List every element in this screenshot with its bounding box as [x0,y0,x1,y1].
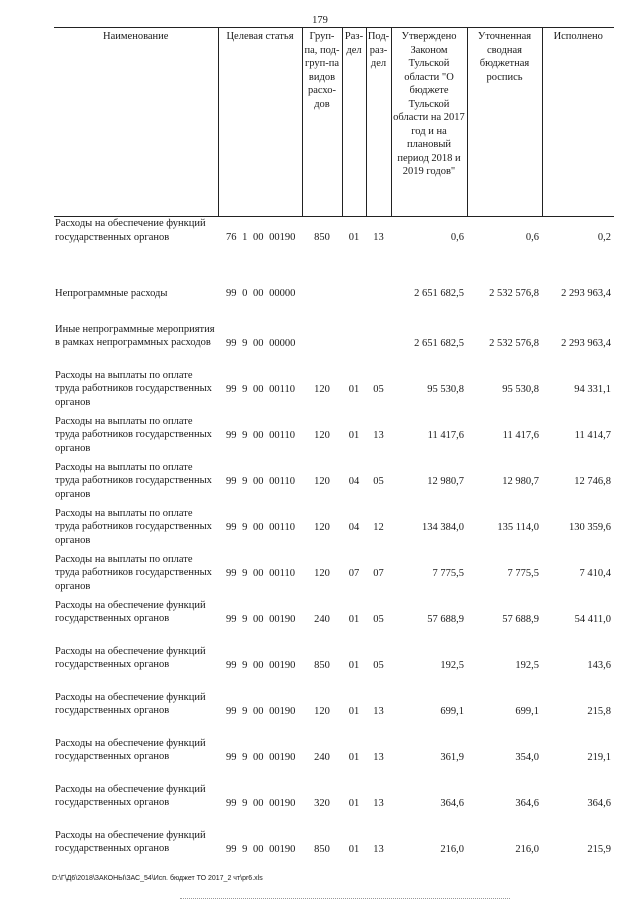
row-subsection: 05 [373,613,384,625]
row-approved: 2 651 682,5 [414,287,464,299]
row-subsection: 13 [373,429,384,441]
table-row [54,645,614,691]
row-group [302,323,342,369]
row-group: 120 [314,429,330,441]
row-code: 99 9 00 00000 [226,337,296,349]
header-section: Раз-дел [342,28,366,217]
row-approved: 11 417,6 [427,429,464,441]
row-approved: 192,5 [440,659,464,671]
table-row [54,691,614,737]
row-name: Расходы на выплаты по оплате труда работников государственных органов [55,461,212,500]
table-spacer [54,263,614,287]
row-name: Расходы на выплаты по оплате труда работников государственных органов [55,507,212,546]
table-spacer [54,313,614,323]
table-header-row [54,28,614,217]
row-name: Расходы на выплаты по оплате труда работников государственных органов [55,415,212,454]
row-code: 99 9 00 00110 [226,521,295,533]
row-name: Расходы на обеспечение функций государственных органов [55,645,206,670]
row-executed: 7 410,4 [579,567,611,579]
row-section: 01 [348,659,360,671]
row-approved: 361,9 [440,751,464,763]
row-group: 850 [314,843,330,855]
row-name: Иные непрограммные мероприятия в рамках непрограммных расходов [55,323,215,348]
table-row [54,369,614,415]
row-refined: 57 688,9 [502,613,539,625]
row-code: 99 9 00 00110 [226,567,295,579]
header-approved: Утверждено Законом Тульской области "О бюджете Тульской области на 2017 год и на плановый период 2018 и 2019 годов" [391,28,467,217]
row-code: 99 9 00 00190 [226,751,296,763]
row-section: 01 [348,429,360,441]
row-section: 01 [348,383,360,395]
row-executed: 219,1 [587,751,611,763]
row-code: 76 1 00 00190 [226,232,296,243]
row-executed: 12 746,8 [574,475,611,487]
row-executed: 0,2 [597,232,611,243]
row-refined: 2 532 576,8 [489,337,539,349]
row-approved: 0,6 [450,232,464,243]
row-group: 320 [314,797,330,809]
table-row [54,323,614,369]
table-row [54,461,614,507]
row-group: 850 [314,232,330,243]
row-group: 240 [314,613,330,625]
row-group [302,287,342,313]
row-code: 99 9 00 00190 [226,613,296,625]
row-section: 01 [348,751,360,763]
row-refined: 364,6 [515,797,539,809]
row-refined: 0,6 [525,232,539,243]
row-code: 99 9 00 00110 [226,475,295,487]
row-name: Расходы на обеспечение функций государственных органов [55,599,206,624]
row-subsection: 13 [373,797,384,809]
row-section: 01 [348,232,360,243]
row-executed: 215,8 [587,705,611,717]
header-group: Груп-па, под-груп-па видов расхо-дов [302,28,342,217]
table-row [54,507,614,553]
header-name: Наименование [54,28,218,217]
table-row [54,287,614,313]
row-refined: 354,0 [515,751,539,763]
row-executed: 11 414,7 [574,429,611,441]
table-row [54,553,614,599]
row-name: Непрограммные расходы [55,287,168,299]
header-target: Целевая статья [218,28,302,217]
row-refined: 216,0 [515,843,539,855]
row-group: 120 [314,567,330,579]
row-name: Расходы на выплаты по оплате труда работников государственных органов [55,369,212,408]
row-approved: 216,0 [440,843,464,855]
row-name: Расходы на обеспечение функций государственных органов [55,218,206,243]
row-group: 120 [314,705,330,717]
row-refined: 95 530,8 [502,383,539,395]
file-path-footer: D:\Г\Д6\2018\ЗАКОНЫ\ЗАС_54\Исп. бюджет ТО 2017_2 чт\pr6.xls [52,875,263,882]
row-name: Расходы на обеспечение функций государственных органов [55,691,206,716]
budget-table [54,27,614,875]
row-section: 01 [348,797,360,809]
row-executed: 2 293 963,4 [561,337,611,349]
row-subsection: 05 [373,659,384,671]
page-number: 179 [312,15,328,26]
row-refined: 7 775,5 [507,567,539,579]
row-name: Расходы на обеспечение функций государственных органов [55,737,206,762]
row-subsection: 13 [373,232,384,243]
row-section [342,287,366,313]
row-approved: 12 980,7 [427,475,464,487]
row-code: 99 9 00 00190 [226,797,296,809]
row-code: 99 9 00 00190 [226,659,296,671]
table-row [54,783,614,829]
row-group: 120 [314,475,330,487]
row-name: Расходы на выплаты по оплате труда работников государственных органов [55,553,212,592]
row-approved: 7 775,5 [432,567,464,579]
table-row [54,415,614,461]
row-group: 850 [314,659,330,671]
row-section: 04 [348,475,360,487]
row-code: 99 9 00 00190 [226,843,296,855]
row-refined: 12 980,7 [502,475,539,487]
row-section: 01 [348,843,360,855]
table-row [54,599,614,645]
row-section: 01 [348,705,360,717]
row-executed: 143,6 [587,659,611,671]
row-executed: 94 331,1 [574,383,611,395]
row-approved: 134 384,0 [422,521,464,533]
row-subsection: 07 [373,567,384,579]
row-executed: 54 411,0 [574,613,611,625]
row-refined: 192,5 [515,659,539,671]
row-code: 99 9 00 00110 [226,429,295,441]
row-approved: 2 651 682,5 [414,337,464,349]
row-code: 99 9 00 00190 [226,705,296,717]
row-subsection: 13 [373,843,384,855]
row-subsection: 12 [373,521,384,533]
row-group: 120 [314,521,330,533]
row-name: Расходы на обеспечение функций государственных органов [55,783,206,808]
table-row [54,217,614,263]
header-executed: Исполнено [542,28,614,217]
row-section: 07 [348,567,360,579]
row-subsection: 13 [373,705,384,717]
row-code: 99 9 00 00110 [226,383,295,395]
row-group: 240 [314,751,330,763]
table-row [54,829,614,875]
row-approved: 57 688,9 [427,613,464,625]
table-row [54,737,614,783]
header-refined: Уточненная сводная бюджетная роспись [467,28,542,217]
row-executed: 364,6 [587,797,611,809]
row-subsection [366,287,391,313]
row-executed: 215,9 [587,843,611,855]
row-subsection: 05 [373,383,384,395]
row-executed: 2 293 963,4 [561,287,611,299]
row-approved: 699,1 [440,705,464,717]
row-section: 04 [348,521,360,533]
row-code: 99 0 00 00000 [226,287,296,299]
row-subsection: 13 [373,751,384,763]
row-refined: 11 417,6 [502,429,539,441]
row-executed: 130 359,6 [569,521,611,533]
row-subsection [366,323,391,369]
row-approved: 364,6 [440,797,464,809]
row-group: 120 [314,383,330,395]
row-section: 01 [348,613,360,625]
row-refined: 699,1 [515,705,539,717]
row-refined: 135 114,0 [497,521,539,533]
row-approved: 95 530,8 [427,383,464,395]
header-subsection: Под-раз-дел [366,28,391,217]
row-name: Расходы на обеспечение функций государственных органов [55,829,206,854]
row-refined: 2 532 576,8 [489,287,539,299]
row-section [342,323,366,369]
scan-artifact-line [180,898,510,900]
row-subsection: 05 [373,475,384,487]
